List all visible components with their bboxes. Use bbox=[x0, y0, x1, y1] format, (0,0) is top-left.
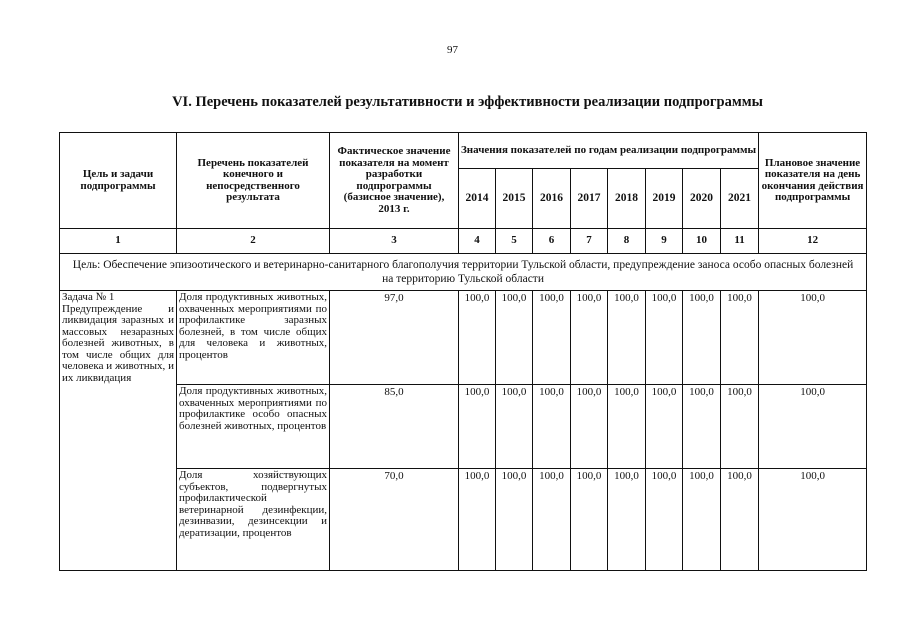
task-label: Задача № 1 bbox=[62, 291, 115, 303]
header-goals-tasks: Цель и задачи подпрограммы bbox=[60, 133, 177, 229]
column-number: 3 bbox=[330, 229, 459, 254]
year-value: 100,0 bbox=[571, 291, 608, 385]
page-title: VI. Перечень показателей результативности и эффективности реализации подпрограммы bbox=[172, 94, 763, 110]
header-indicators-list: Перечень показателей конечного и непосредственного результата bbox=[177, 133, 330, 229]
task-cell bbox=[60, 291, 177, 571]
column-number: 9 bbox=[646, 229, 683, 254]
page-number: 97 bbox=[447, 44, 458, 56]
header-year: 2015 bbox=[496, 169, 533, 229]
goal-text: Цель: Обеспечение эпизоотического и ветеринарно-санитарного благополучия территории Тульской области, предупреждение заноса особо опасных болезней на территорию Тульской области bbox=[60, 254, 867, 291]
column-number: 4 bbox=[459, 229, 496, 254]
year-value: 100,0 bbox=[721, 291, 759, 385]
header-year: 2016 bbox=[533, 169, 571, 229]
year-value: 100,0 bbox=[683, 385, 721, 469]
year-value: 100,0 bbox=[496, 291, 533, 385]
year-value: 100,0 bbox=[496, 385, 533, 469]
header-planned-value: Плановое значение показателя на день окончания действия подпрограммы bbox=[759, 133, 867, 229]
year-value: 100,0 bbox=[646, 291, 683, 385]
year-value: 100,0 bbox=[533, 291, 571, 385]
indicators-table bbox=[59, 132, 867, 571]
planned-value: 100,0 bbox=[759, 469, 867, 571]
base-value: 85,0 bbox=[330, 385, 459, 469]
year-value: 100,0 bbox=[608, 469, 646, 571]
column-number: 2 bbox=[177, 229, 330, 254]
indicator-text: Доля продуктивных животных, охваченных мероприятиями по профилактике особо опасных болезней животных, процентов bbox=[177, 385, 330, 469]
header-year: 2020 bbox=[683, 169, 721, 229]
year-value: 100,0 bbox=[533, 469, 571, 571]
column-number: 6 bbox=[533, 229, 571, 254]
planned-value: 100,0 bbox=[759, 291, 867, 385]
header-year: 2018 bbox=[608, 169, 646, 229]
column-number-row bbox=[60, 229, 867, 254]
base-value: 70,0 bbox=[330, 469, 459, 571]
column-number: 8 bbox=[608, 229, 646, 254]
column-number: 11 bbox=[721, 229, 759, 254]
header-year: 2017 bbox=[571, 169, 608, 229]
year-value: 100,0 bbox=[721, 385, 759, 469]
year-value: 100,0 bbox=[571, 385, 608, 469]
year-value: 100,0 bbox=[459, 385, 496, 469]
goal-row bbox=[60, 254, 867, 291]
year-value: 100,0 bbox=[646, 469, 683, 571]
header-year: 2014 bbox=[459, 169, 496, 229]
column-number: 12 bbox=[759, 229, 867, 254]
table-row bbox=[60, 385, 867, 469]
base-value: 97,0 bbox=[330, 291, 459, 385]
year-value: 100,0 bbox=[683, 291, 721, 385]
header-year: 2021 bbox=[721, 169, 759, 229]
planned-value: 100,0 bbox=[759, 385, 867, 469]
indicator-text: Доля продуктивных животных, охваченных мероприятиями по профилактике заразных болезней, в том числе общих для человека и животных, процентов bbox=[177, 291, 330, 385]
task-text: Предупреждение и ликвидация заразных и массовых незаразных болезней животных, в том числе общих для человека и животных, и их ликвидация bbox=[62, 302, 174, 384]
indicator-text: Доля хозяйствующих субъектов, подвергнутых профилактической ветеринарной дезинфекции, дезинвазии, дезинсекции и дератизации, процентов bbox=[177, 469, 330, 571]
year-value: 100,0 bbox=[646, 385, 683, 469]
header-years-group: Значения показателей по годам реализации подпрограммы bbox=[459, 133, 759, 169]
year-value: 100,0 bbox=[459, 469, 496, 571]
year-value: 100,0 bbox=[608, 385, 646, 469]
column-number: 1 bbox=[60, 229, 177, 254]
year-value: 100,0 bbox=[571, 469, 608, 571]
column-number: 7 bbox=[571, 229, 608, 254]
table-row bbox=[60, 291, 867, 385]
year-value: 100,0 bbox=[496, 469, 533, 571]
column-number: 5 bbox=[496, 229, 533, 254]
header-year: 2019 bbox=[646, 169, 683, 229]
header-base-value: Фактическое значение показателя на момент разработки подпрограммы (базисное значение), 2013 г. bbox=[330, 133, 459, 229]
year-value: 100,0 bbox=[721, 469, 759, 571]
year-value: 100,0 bbox=[533, 385, 571, 469]
year-value: 100,0 bbox=[683, 469, 721, 571]
year-value: 100,0 bbox=[459, 291, 496, 385]
table-row bbox=[60, 469, 867, 571]
column-number: 10 bbox=[683, 229, 721, 254]
year-value: 100,0 bbox=[608, 291, 646, 385]
